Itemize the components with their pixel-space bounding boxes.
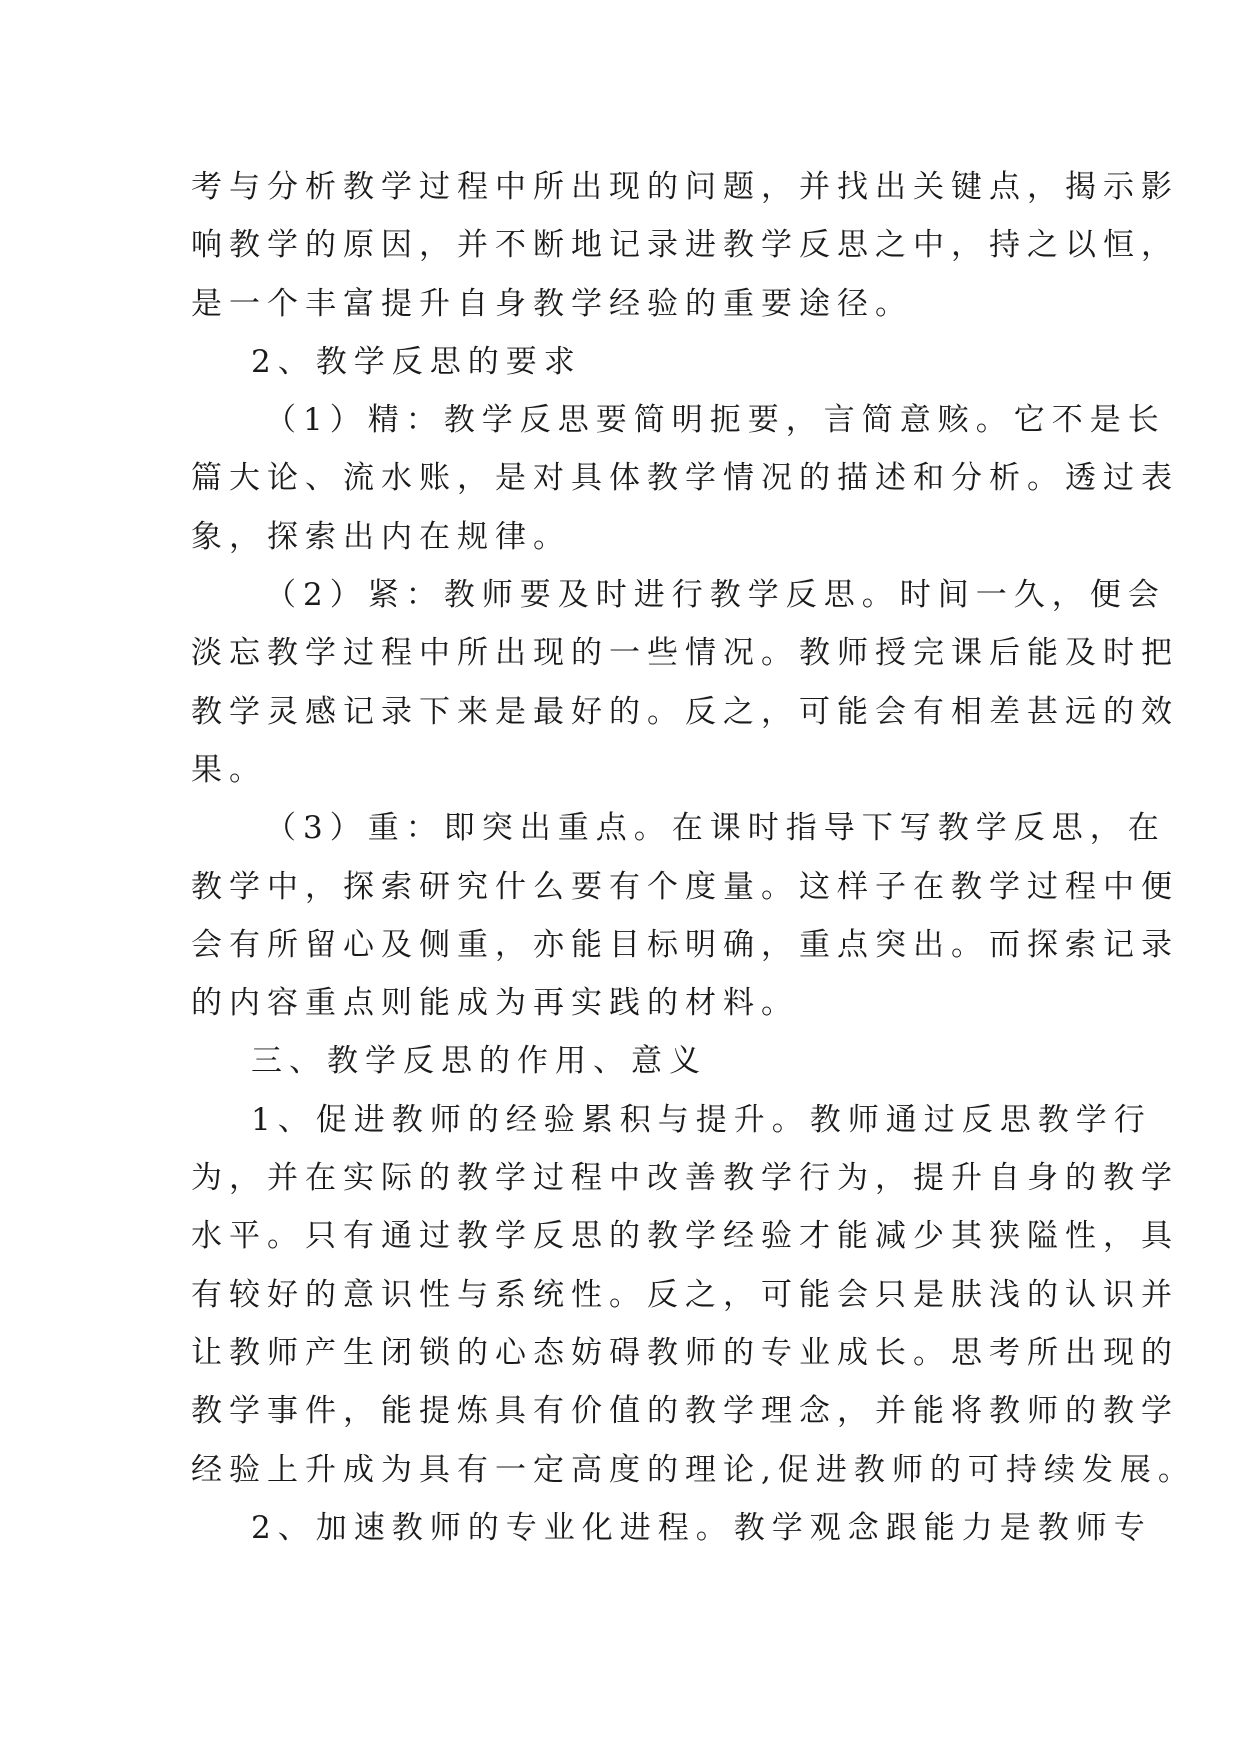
text-line: 水平。只有通过教学反思的教学经验才能减少其狭隘性，具 — [191, 1218, 1179, 1255]
text-line: 经验上升成为具有一定高度的理论,促进教师的可持续发展。 — [191, 1451, 1196, 1488]
text-line: 考与分析教学过程中所出现的问题，并找出关键点，揭示影 — [191, 169, 1179, 205]
text-line: 响教学的原因，并不断地记录进教学反思之中，持之以恒， — [191, 227, 1179, 264]
text-line: 教学事件，能提炼具有价值的教学理念，并能将教师的教学 — [191, 1393, 1179, 1430]
text-line: 让教师产生闭锁的心态妨碍教师的专业成长。思考所出现的 — [191, 1334, 1179, 1371]
text-line: 的内容重点则能成为再实践的材料。 — [191, 985, 799, 1022]
text-line: 会有所留心及侧重，亦能目标明确，重点突出。而探索记录 — [191, 926, 1179, 963]
text-line: 果。 — [191, 751, 267, 788]
text-line: 教学灵感记录下来是最好的。反之，可能会有相差甚远的效 — [191, 693, 1179, 730]
text-line: （3）重：即突出重点。在课时指导下写教学反思，在 — [265, 810, 1166, 847]
text-line: 为，并在实际的教学过程中改善教学行为，提升自身的教学 — [191, 1160, 1179, 1197]
text-line: 2、加速教师的专业化进程。教学观念跟能力是教师专 — [251, 1509, 1152, 1546]
text-line: 1、促进教师的经验累积与提升。教师通过反思教学行 — [251, 1101, 1152, 1138]
text-line: 淡忘教学过程中所出现的一些情况。教师授完课后能及时把 — [191, 635, 1179, 672]
text-line: 篇大论、流水账，是对具体教学情况的描述和分析。透过表 — [191, 460, 1179, 497]
section-heading: 三、教学反思的作用、意义 — [251, 1043, 707, 1080]
text-line: （2）紧：教师要及时进行教学反思。时间一久，便会 — [265, 577, 1166, 614]
text-line: 象，探索出内在规律。 — [191, 518, 571, 555]
document-body — [191, 158, 1196, 1557]
text-line: 有较好的意识性与系统性。反之，可能会只是肤浅的认识并 — [191, 1276, 1179, 1313]
section-heading: 2、教学反思的要求 — [251, 343, 582, 380]
text-line: （1）精：教学反思要简明扼要，言简意赅。它不是长 — [265, 402, 1166, 439]
text-line: 是一个丰富提升自身教学经验的重要途径。 — [191, 285, 913, 322]
text-line: 教学中，探索研究什么要有个度量。这样子在教学过程中便 — [191, 868, 1179, 905]
